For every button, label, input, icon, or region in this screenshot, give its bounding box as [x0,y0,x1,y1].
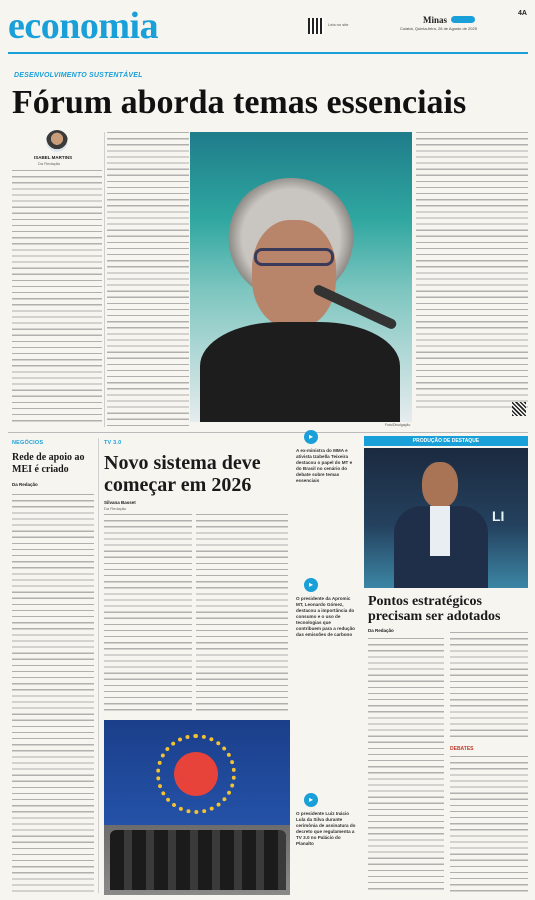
tv30-photo [104,720,290,895]
main-text-col2 [107,132,189,427]
col-divider-2 [98,438,99,893]
main-text-col4 [416,132,528,412]
center-text-b [196,514,288,712]
author-name: ISABEL MARTINS [34,155,73,160]
qr-code [308,18,324,34]
section-title: economia [8,5,159,47]
photo-credit: Foto/Divulgação [385,423,411,427]
camera-icon: ▸ [304,578,318,592]
camera-icon: ▸ [304,430,318,444]
main-text-col1 [12,170,102,425]
left-text [12,494,94,892]
speaker-shirt [430,506,450,556]
left-headline: Rede de apoio ao MEI é criado [12,452,85,475]
caption-1: A ex-ministra do MMA e ativista Izabella Teixeira destacou o papel do MT e do Brasil no cenário do debate sobre temas essenciais [296,448,353,483]
center-kicker: TV 3.0 [104,440,122,446]
author-role: Da Redação [38,161,61,166]
left-byline: Da Redação [12,482,38,487]
logo-circles [451,16,475,23]
right-text-c [450,756,528,893]
masthead [8,6,528,50]
main-kicker: DESENVOLVIMENTO SUSTENTÁVEL [14,72,143,79]
center-text-a [104,514,192,712]
right-text-a [368,638,444,893]
caption-2: O presidente da Apromic MT, Leonardo Gómez, destacou a importância do consumo e o uso de tecnologias que contribuem para a redução das emissões de carbono [296,596,355,637]
banner-text: LI [492,508,505,524]
main-photo [190,132,412,422]
right-subhead: DEBATES [450,746,474,752]
col-divider [104,132,105,427]
left-kicker: NEGÓCIOS [12,440,44,446]
caption-3: O presidente Luiz Inácio Lula da Silva durante cerimônia de assinatura do decreto que regulamenta a TV 3.0 no Palácio do Planalto [296,811,356,846]
main-headline: Fórum aborda temas essenciais [12,84,467,121]
qr-small [512,402,526,416]
camera-icon: ▸ [304,793,318,807]
section-rule [8,432,528,433]
newspaper-name: Minas [423,15,448,25]
edition-date: Cuiabá, Quinta-feira, 28 de Agosto de 2025 [400,26,477,31]
author-avatar [46,130,68,152]
center-author: Silvana Basset [104,500,136,505]
people-row [110,830,286,890]
right-photo [364,448,528,588]
header-rule [8,52,528,54]
right-tag: PRODUÇÃO DE DESTAQUE [364,436,528,446]
right-byline: Da Redação [368,628,394,633]
speaker-face [252,220,336,328]
qr-note: Leia no site [328,22,349,27]
speaker-glasses [254,248,334,266]
page-number: 4A [518,10,527,17]
center-headline: Novo sistema deve começar em 2026 [104,452,261,496]
tv30-logo [174,752,218,796]
right-headline: Pontos estratégicos precisam ser adotados [368,594,501,624]
speaker-body [200,322,400,422]
speaker-head [422,462,458,508]
right-text-b [450,632,528,742]
center-author-role: Da Redação [104,506,127,511]
